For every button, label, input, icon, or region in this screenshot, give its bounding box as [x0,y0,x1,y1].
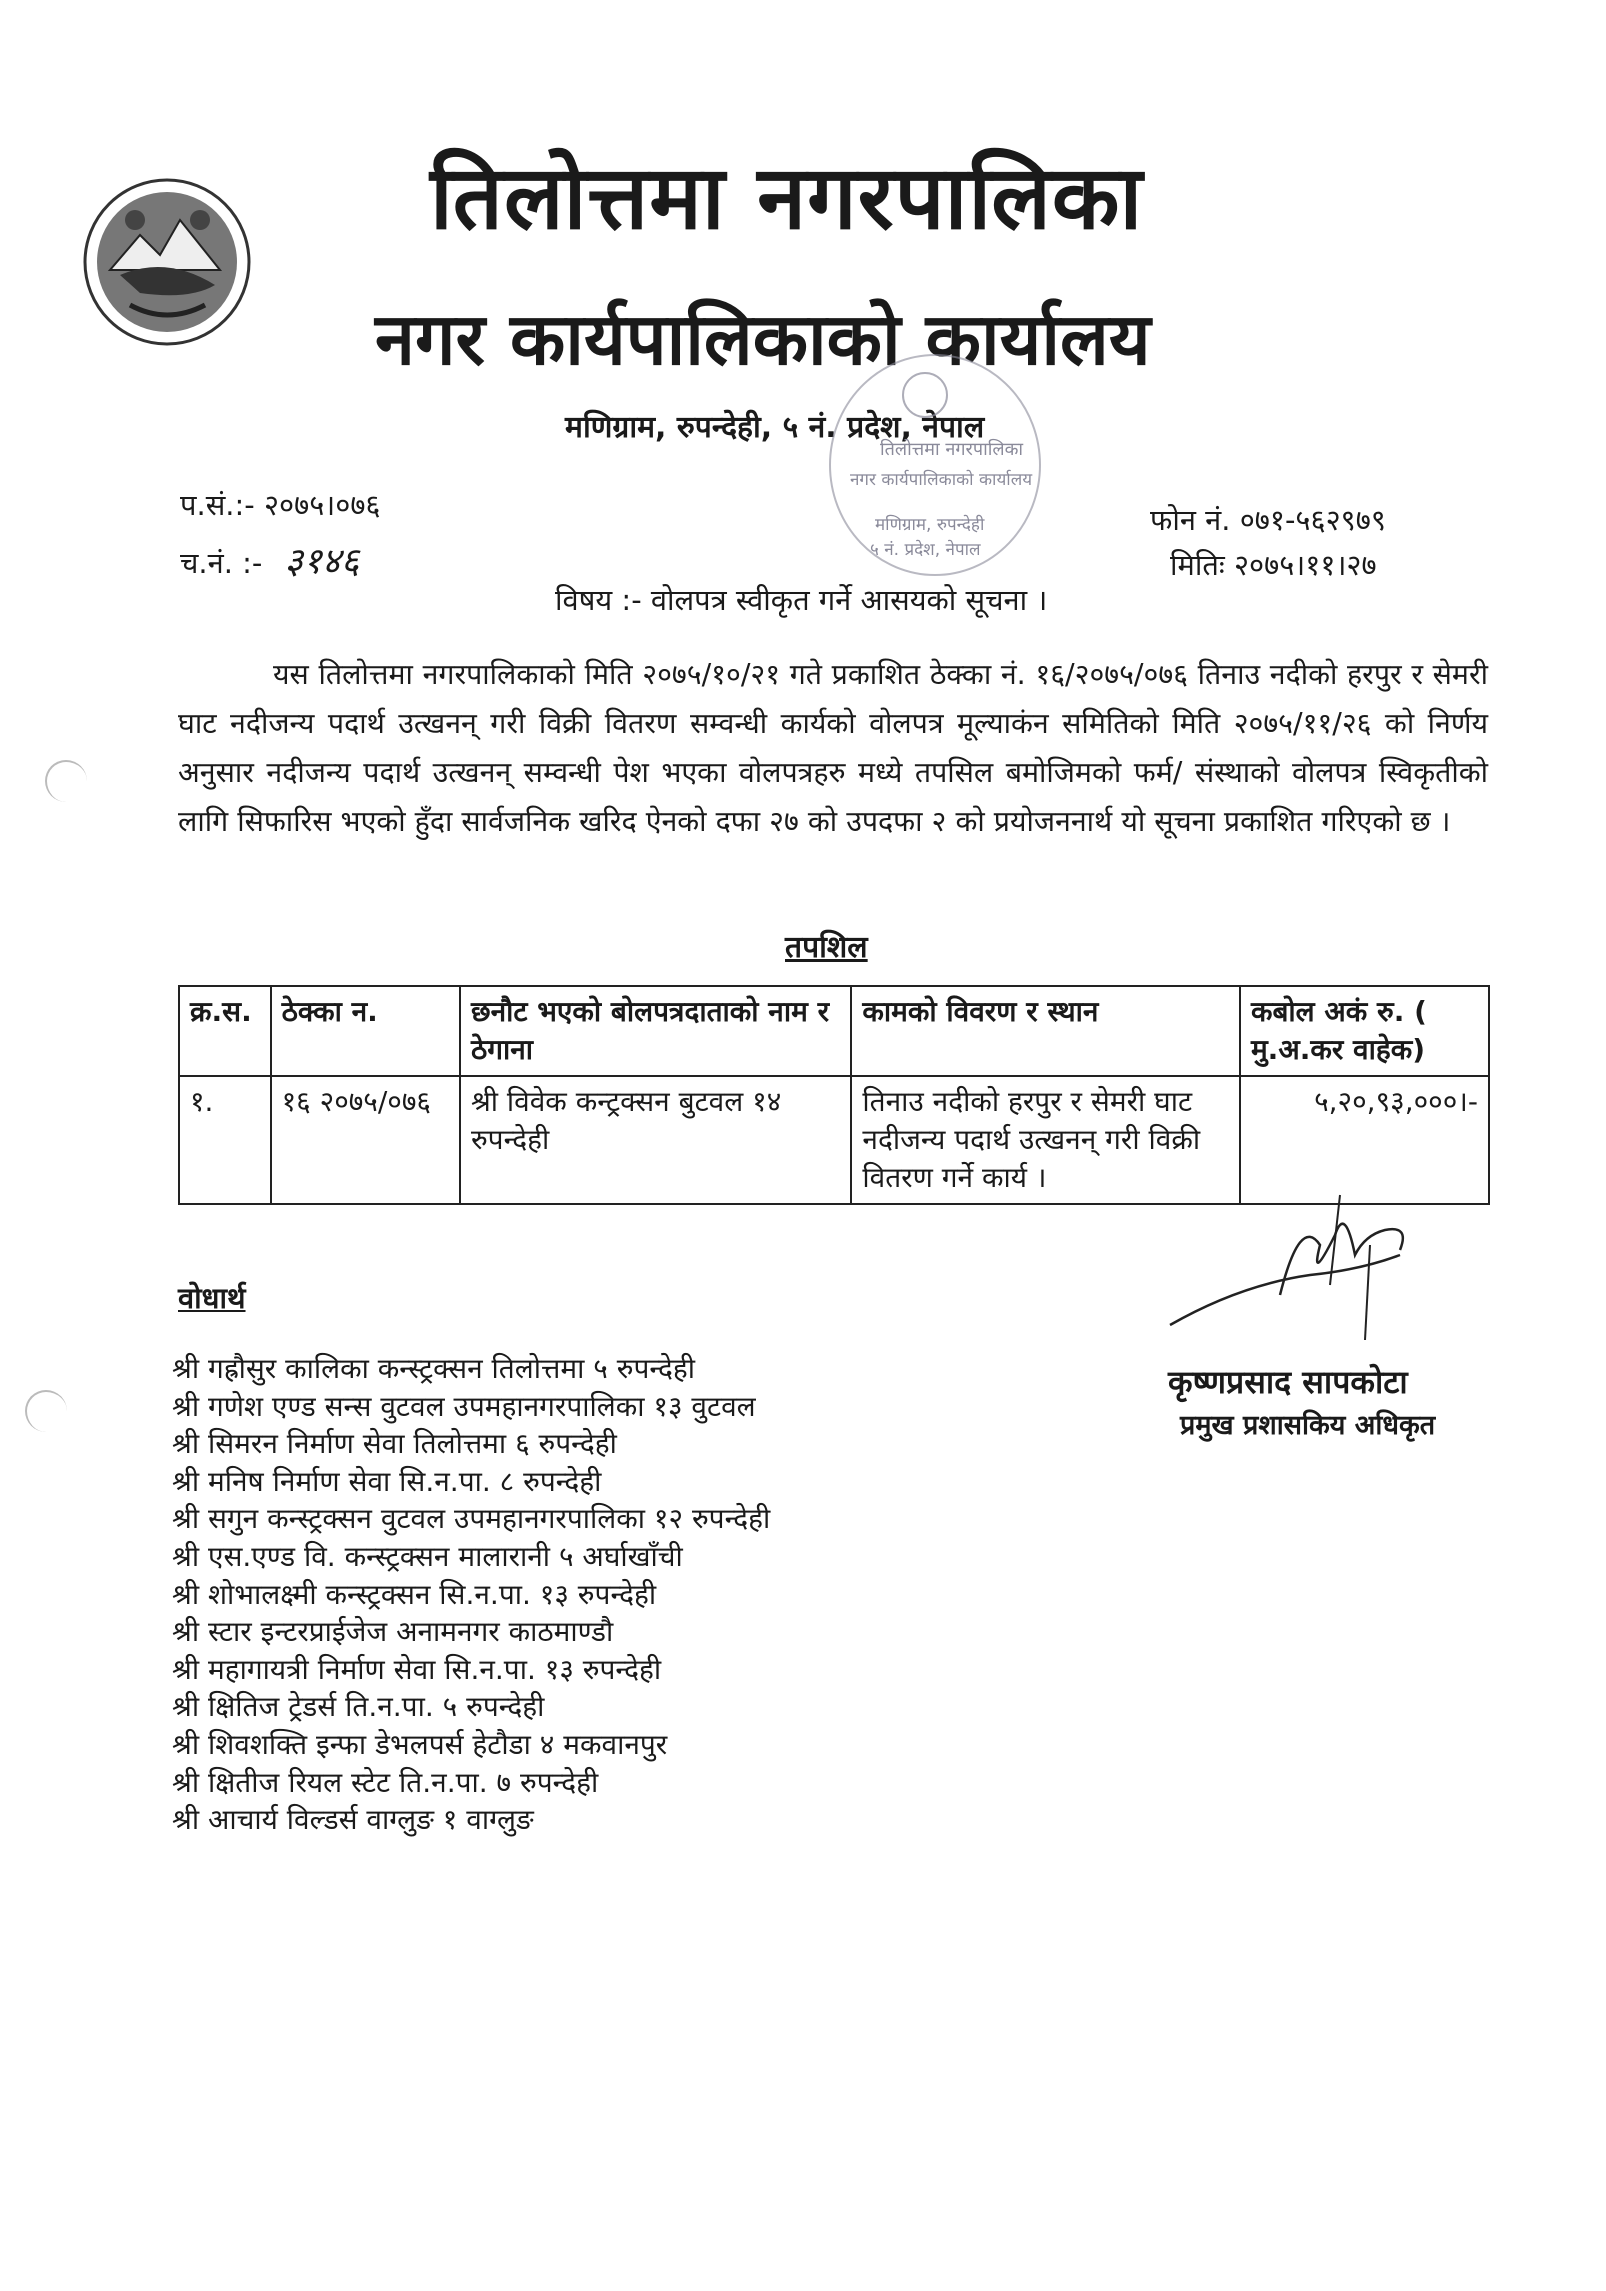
cell-work: तिनाउ नदीको हरपुर र सेमरी घाट नदीजन्य पदार्थ उत्खनन् गरी विक्री वितरण गर्ने कार्य । [851,1076,1240,1204]
list-item: श्री क्षितिज ट्रेडर्स ति.न.पा. ५ रुपन्देही [172,1690,545,1724]
list-item: श्री गह्रौसुर कालिका कन्स्ट्रक्सन तिलोत्तमा ५ रुपन्देही [172,1352,695,1385]
cell-bidder: श्री विवेक कन्ट्रक्सन बुटवल १४ रुपन्देही [460,1076,851,1204]
office-name: नगर कार्यपालिकाको कार्यालय [375,297,1151,381]
list-item: श्री क्षितीज रियल स्टेट ति.न.पा. ७ रुपन्देही [172,1765,599,1799]
cell-contract-no: १६ २०७५/०७६ [271,1076,460,1204]
office-stamp [820,345,1050,585]
stamp-line-2: नगर कार्यपालिकाको कार्यालय [850,470,1033,490]
government-emblem-icon [80,175,255,350]
list-item: श्री आचार्य विल्डर्स वाग्लुङ १ वाग्लुङ [172,1803,534,1837]
handwritten-signature [1160,1175,1460,1355]
list-item: श्री सिमरन निर्माण सेवा तिलोत्तमा ६ रुपन्देही [172,1427,617,1461]
list-item: श्री सगुन कन्स्ट्रक्सन वुटवल उपमहानगरपालिका १२ रुपन्देही [172,1502,771,1536]
notice-subject: विषय :- वोलपत्र स्वीकृत गर्ने आसयको सूचना । [555,583,1048,617]
dispatch-number [180,535,359,584]
header-contract-no: ठेक्का न. [271,986,460,1076]
table-header-row [179,986,1489,1076]
notice-body: यस तिलोत्तमा नगरपालिकाको मिति २०७५/१०/२१ गते प्रकाशित ठेक्का नं. १६/२०७५/०७६ तिनाउ नदीको हरपुर र सेमरी घाट नदीजन्य पदार्थ उत्खनन् गरी विक्री वितरण सम्वन्धी कार्यको वोलपत्र मूल्याकंन समितिको मिति २०७५/११/२६ को निर्णय अनुसार नदीजन्य पदार्थ उत्खनन् सम्वन्धी पेश भएका वोलपत्रहरु मध्ये तपसिल बमोजिमको फर्म/ संस्थाको वोलपत्र स्विकृतीको लागि सिफारिस भएको हुँदा सार्वजनिक खरिद ऐनको दफा २७ को उपदफा २ को प्रयोजननार्थ यो सूचना प्रकाशित गरिएको छ । [178,658,1488,838]
office-address: मणिग्राम, रुपन्देही, ५ नं. प्रदेश, नेपाल [565,410,985,445]
bid-table [178,985,1490,1205]
cell-amount: ५,२०,९३,०००।- [1240,1076,1489,1204]
header-work: कामको विवरण र स्थान [851,986,1240,1076]
cc-recipient-list [172,1350,1072,1839]
organization-name: तिलोत्तमा नगरपालिका [430,146,1144,249]
signatory-title: प्रमुख प्रशासकिय अधिकृत [1180,1410,1436,1441]
list-item: श्री मनिष निर्माण सेवा सि.न.पा. ८ रुपन्देही [172,1464,602,1498]
issue-date: मितिः २०७५।११।२७ [1170,548,1377,582]
list-item: श्री महागायत्री निर्माण सेवा सि.न.पा. १३ रुपन्देही [172,1652,662,1686]
list-item: श्री शोभालक्ष्मी कन्स्ट्रक्सन सि.न.पा. १३ रुपन्देही [172,1577,657,1611]
reference-number: प.सं.:- २०७५।०७६ [180,488,381,522]
dispatch-number-label: च.नं. :- [180,546,263,580]
list-item: श्री एस.एण्ड वि. कन्स्ट्रक्सन मालारानी ५ अर्घाखाँची [172,1539,683,1573]
table-title: तपशिल [785,930,868,965]
list-item: श्री शिवशक्ति इन्फा डेभलपर्स हेटौडा ४ मकवानपुर [172,1727,668,1761]
phone-number: फोन नं. ०७१-५६२९७९ [1150,503,1386,537]
cc-heading: वोधार्थ [178,1281,246,1315]
header-bidder: छनौट भएको बोलपत्रदाताको नाम र ठेगाना [460,986,851,1076]
punch-hole-mark [45,760,87,802]
list-item: श्री गणेश एण्ड सन्स वुटवल उपमहानगरपालिका १३ वुटवल [172,1389,756,1423]
header-serial: क्र.स. [179,986,271,1076]
stamp-line-4: ५ नं. प्रदेश, नेपाल [870,540,981,560]
cell-serial: १. [179,1076,271,1204]
list-item: श्री स्टार इन्टरप्राईजेज अनामनगर काठमाण्डौ [172,1615,614,1649]
header-amount: कबोल अकं रु. ( मु.अ.कर वाहेक) [1240,986,1489,1076]
stamp-line-3: मणिग्राम, रुपन्देही [875,515,985,535]
signatory-name: कृष्णप्रसाद सापकोटा [1168,1363,1408,1401]
stamp-line-1: तिलोत्तमा नगरपालिका [880,439,1024,460]
punch-hole-mark [25,1390,67,1432]
dispatch-number-value: ३१४६ [284,541,360,582]
